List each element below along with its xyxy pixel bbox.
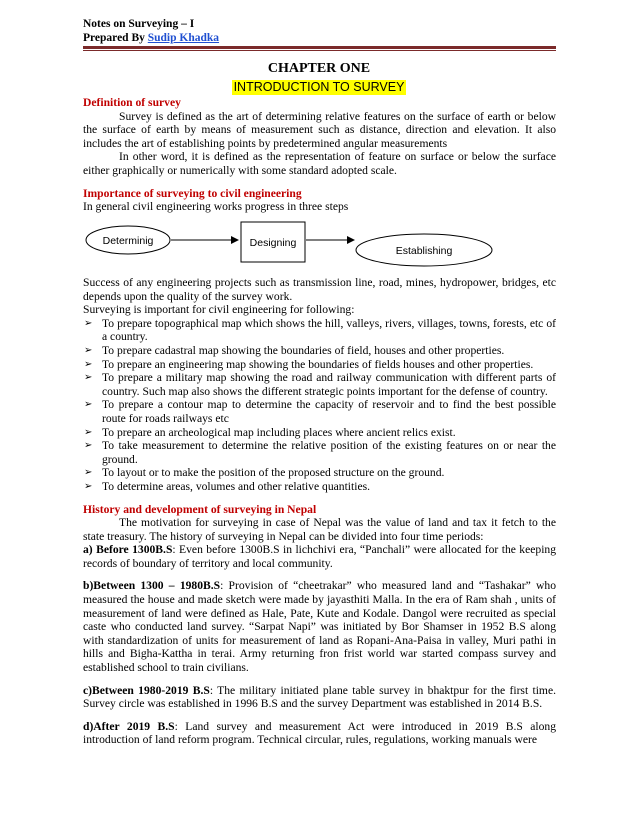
period-label: d)After 2019 B.S (83, 719, 175, 733)
arrow-bullet-icon: ➢ (84, 358, 93, 370)
period-label: c)Between 1980-2019 B.S (83, 683, 210, 697)
list-item-text: To prepare an engineering map showing the boundaries of fields houses and other properties. (102, 357, 534, 371)
definition-heading: Definition of survey (83, 96, 181, 109)
importance-paragraph-1: Success of any engineering projects such as transmission line, road, mines, hydropower, bridges, etc depends upon the quality of the survey work. (83, 276, 556, 303)
prepared-by-label: Prepared By (83, 32, 148, 44)
header-prepared-by (83, 31, 219, 45)
section-definition (83, 96, 556, 214)
spacer (83, 711, 556, 720)
list-item (83, 344, 556, 358)
step-determining-label: Determinig (102, 235, 154, 247)
list-item-text: To prepare an archeological map including places where ancient relics exist. (102, 425, 456, 439)
list-item (83, 426, 556, 440)
importance-intro: In general civil engineering works progress in three steps (83, 200, 349, 214)
list-item-text: To layout or to make the position of the proposed structure on the ground. (102, 466, 445, 480)
spacer (83, 494, 556, 503)
arrow-bullet-icon: ➢ (84, 399, 93, 411)
list-item (83, 439, 556, 466)
list-item (83, 358, 556, 372)
history-heading: History and development of surveying in Nepal (83, 502, 317, 516)
period-label: a) Before 1300B.S (83, 543, 173, 557)
arrow-bullet-icon: ➢ (84, 317, 93, 329)
author-link[interactable]: Sudip Khadka (147, 32, 220, 44)
history-period-c (83, 684, 556, 711)
importance-bullet-list (83, 317, 556, 494)
definition-paragraph-1: Survey is defined as the art of determining relative features on the surface of earth or below the surface of earth by means of measurement such as distance, direction and elevation. It also includes the art of establishing points by predetermined angular measurements (83, 109, 556, 150)
spacer (83, 178, 556, 187)
history-period-b (83, 579, 556, 674)
list-item (83, 371, 556, 398)
step-designing-label: Designing (249, 237, 297, 249)
section-importance-history (83, 276, 556, 747)
list-item-text: To prepare a military map showing the road and railway communication with different parts of country. Such map also shows the different strategic points important for the defense of country. (102, 371, 556, 398)
list-item-text: To prepare cadastral map showing the boundaries of field, houses and other properties. (102, 343, 505, 357)
spacer (83, 675, 556, 684)
arrow-bullet-icon: ➢ (84, 344, 93, 356)
definition-paragraph-2: In other word, it is defined as the representation of feature on surface or below the surface either graphically or numerically with some standard adopted scale. (83, 150, 556, 177)
spacer (83, 570, 556, 579)
header-rule-thin (83, 50, 556, 51)
step-establishing-label: Establishing (395, 245, 453, 257)
three-steps-diagram (83, 218, 556, 273)
importance-paragraph-2: Surveying is important for civil engineering for following: (83, 303, 355, 317)
list-item (83, 398, 556, 425)
period-text: : Even before 1300B.S in lichchivi era, “Panchali” were allocated for the keeping records of boundary of territory and local community. (83, 543, 557, 570)
period-text: : The military initiated plane table survey in bhaktpur for the first time. Survey circle was established in 1996 B.S and the survey Department was established in 2014 B.S. (83, 683, 556, 711)
three-steps-svg (83, 218, 556, 273)
page-header (83, 17, 219, 45)
arrow-bullet-icon: ➢ (84, 480, 93, 492)
list-item-text: To prepare a contour map to determine the capacity of reservoir and to find the best possible route for roads railways etc (102, 398, 556, 425)
chapter-subtitle-wrap (0, 78, 638, 96)
list-item-text: To prepare topographical map which shows the hill, valleys, rivers, villages, towns, forests, etc of a country. (102, 316, 556, 344)
list-item (83, 317, 556, 344)
list-item (83, 466, 556, 480)
list-item-text: To take measurement to determine the relative position of the existing features on or near the ground. (102, 439, 556, 466)
period-text: : Land survey and measurement Act were introduced in 2019 B.S along introduction of land reform program. Technical circular, rules, regulations, working manuals were (83, 719, 556, 747)
period-label: b)Between 1300 – 1980B.S (83, 579, 221, 593)
list-item-text: To determine areas, volumes and other relative quantities. (102, 479, 371, 493)
history-intro: The motivation for surveying in case of Nepal was the value of land and tax it fetch to the state treasury. The history of surveying in Nepal can be divided into four time periods: (83, 516, 556, 543)
chapter-subtitle: INTRODUCTION TO SURVEY (233, 80, 405, 94)
chapter-title: CHAPTER ONE (267, 61, 371, 76)
arrow-bullet-icon: ➢ (84, 467, 93, 479)
history-period-d (83, 720, 556, 747)
history-period-a (83, 543, 556, 570)
arrow-bullet-icon: ➢ (84, 426, 93, 438)
header-rule-thick (83, 46, 556, 49)
header-title: Notes on Surveying – I (83, 18, 195, 30)
arrow-bullet-icon: ➢ (84, 440, 93, 452)
period-text: : Provision of “cheetrakar” who measured land and “Tashakar” who measured the house and made sketch were made by jayasthiti Malla. In the era of Ram shah , units of measurement of land were defined as Hale, Pate, Kute and Kodale. Dangol were recruited as special caste who conducted land survey. “Sarpat Napi” was initiated by Bor Shamser in 1952 B.S along with standardization of units for measurement of land as Ropani-Ana-Paisa in valley, Muri pathi in hills and Bigha-Kattha in terai. Army returning fron frist world war started compass survey and established school to train civilians. (83, 579, 557, 675)
arrow-bullet-icon: ➢ (84, 372, 93, 384)
list-item (83, 480, 556, 494)
importance-heading: Importance of surveying to civil engineering (83, 186, 302, 200)
